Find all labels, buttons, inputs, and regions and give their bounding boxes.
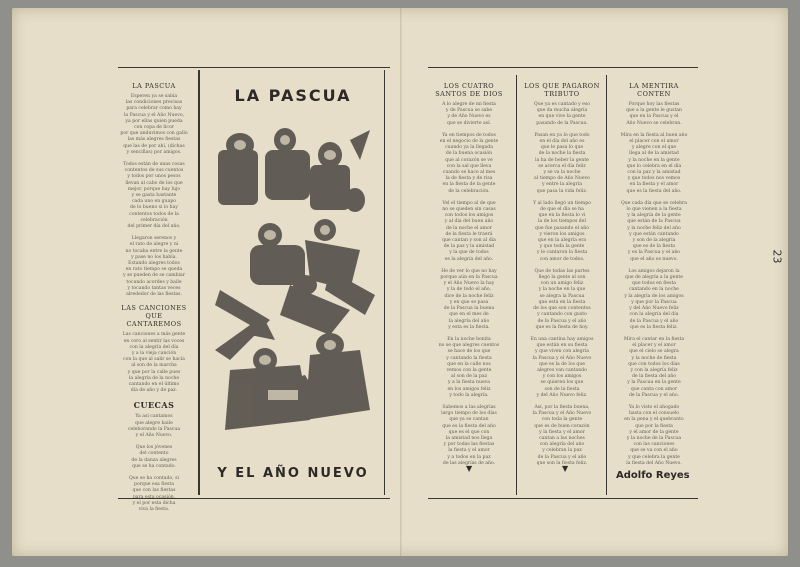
- dancing-couples-illustration: [210, 120, 378, 440]
- column-title: LOS QUE PAGARON TRIBUTO: [524, 82, 600, 98]
- stanza: Que se ha contado, si porque esa fiesta que con las fiestas y el por esta dicha viva la fiesta.: [129, 475, 179, 512]
- stanza: Mira en la fiesta al buen año el placer con el amor y alegre con el que llega al de la amistad y la noche en la gente que lo celebra en el día con la paz y la amistad y que todos nos vemos en la fiesta y el amor que es la fiesta del año.: [620, 132, 688, 194]
- stanza: Ya así cantamos que alegre baile celeborando la Pascua y el Año Nuevo.: [127, 414, 181, 438]
- author-signature: Adolfo Reyes: [616, 470, 690, 481]
- left-bottom-rule: [118, 498, 390, 499]
- column-title: LA PASCUA: [132, 82, 176, 90]
- stanza: Porque hoy las fiestas que a la gente le gustan que en la Pascua y el Año Nuevo se celebran.: [625, 102, 683, 126]
- stanza: Pasan en ya lo que todo en el día del año es que le pasa lo que de la noche la fiesta la ha de beber la gente se acerca el día feliz y se va la noche al tiempo de Año Nuevo y entre la alegría que pasa la vida feliz.: [534, 132, 590, 194]
- stanza: Que ya es cantado y eso que da mucha alegría en que vive la gente pasando de la Pascua.: [533, 102, 591, 126]
- right-column-text: [522, 82, 602, 473]
- poster-title-bottom: Y EL AÑO NUEVO: [217, 466, 369, 481]
- stanza: Ya en tiempos de todos en el negocio de la gente cuando ya la llegada de la buena ocasión que al corazón se ve con la sal que lleva cuando se hace al mes la de fiesta y de risa en la fiesta de la gente de la celebración.: [439, 132, 499, 194]
- stanza: He de ver lo que no hay porque aún en la Pascua y el Año Nuevo la hay y la de todo el año, dice de la noche feliz y en que se pasa de la Pascua la buena que en el mes de la alegría del año y esta es la fiesta.: [440, 268, 498, 330]
- poster-right-border: [384, 70, 385, 495]
- column-title: LA MENTIRA CONTEN: [629, 82, 679, 98]
- left-top-rule: [118, 67, 390, 68]
- stanza: Que cada día que se celebra lo que vienen a la fiesta y la alegría de la gente que están de la Pascua y la noche feliz del año y que están cantando y son de la alegría que es de la fiesta y es la Pascua y el año que el año es nuevo.: [621, 200, 687, 262]
- stanza: En la noche bonita no se que alegres cuentos se hace de los que y cantando la fiesta que en la calle nos vemos con la gente al son de la paz y a la fiesta nueva en los amigos feliz y todo la alegría.: [438, 336, 500, 398]
- center-fold: [400, 8, 403, 556]
- column-title: LAS CANCIONES QUE CANTAREMOS: [121, 304, 187, 329]
- stanza: Ya lo visto el ahogado hasta con el consuelo en la pena y el quebranto que por la fiesta y el amor de la gente y la noche de la Pascua con las canciones que se va con el año y que celebra la gente la fiesta del Año Nuevo.: [624, 404, 684, 466]
- stanza: Llegaron serenos y el rato de alegre y ni no tocaba entre la gente y pase no los había. Estando alegres todos en rato tiempo se queda y se pueden de se cambiar tocando acordes y baile y tocando tantas veces alrededor de las fiestas.: [123, 236, 185, 298]
- stanza: Las canciones a más gente en coro al sentir las voces con la alegría del día y a la vieja canción con la que al salir se hacía al son de la marcha y que por la calle pues la alegría de la noche cantando en el último día de año y de paz.: [122, 332, 186, 394]
- column-title: LOS CUATRO SANTOS DE DIOS: [435, 82, 503, 98]
- ornament-icon: ▼: [466, 464, 473, 473]
- right-bottom-rule: [428, 498, 698, 499]
- stanza: Que de todas las partes llegó la gente al son con un amigo feliz y la noche en la que se alegra la Pascua que está en la fiesta de los que son contentos y cantando con gusto de la Pascua y el año que es la fiesta de hoy.: [533, 268, 591, 330]
- stanza: A lo alegre de mi fiesta y de Pascua se sabe y de Año Nuevo es que se divierte así.: [442, 102, 496, 126]
- stanza: Los amigos dejaron la que de alegría a la gente que todos en fiesta cantando en la noche y la alegría de los amigos y que por la Pascua y del Año Nuevo feliz con la alegría del día de la Pascua y el año que es la fiesta feliz.: [624, 268, 684, 330]
- stanza: Sabemos a las alegrías largo tiempo de los días que ya se cantan que es la fiesta del año que es el que con la amistad nos llega y por todas las fiestas la fiesta y el amor y a todos en la paz de las alegrías de año.: [441, 404, 497, 466]
- right-top-rule: [428, 67, 698, 68]
- right-column-text: [612, 82, 696, 473]
- stanza: Así, por la fiesta buena, la Pascua y el Año Nuevo con toda la gente que es de buen corazón y la fiesta y el amor cantan a las noches con alegría del año y celebran la paz de la Pascua y el año que son la fiesta feliz.: [532, 404, 592, 466]
- stanza: Que los jóvenes del contento de la danza alegres que se ha contado.: [131, 445, 177, 469]
- column-title: CUECAS: [133, 400, 175, 411]
- right-column-text: [430, 82, 508, 473]
- page-number: 23: [770, 249, 784, 264]
- column-divider: [516, 75, 517, 495]
- stanza: Y al lado llegó un tiempo de que el día se ha que en la fiesta lo vi la de los tiempos del que fue pasando el año y vieron los amigos que en la alegría era y que toda la gente y le cantaron la fiesta con amor de todos.: [533, 200, 591, 262]
- stanza: Vel el tiempo al de que no se queden sin casas con todos los amigos y al día del buen año de la noche el amor de la fiesta le traerá que cantan y son al día de la paz y la amistad y la que de todos es la alegría del año.: [442, 200, 496, 262]
- stanza: Mira el cantar en la fiesta el placer y el amor que el cielo se alegra y la noche de fiesta que con todos los días y con la alegría feliz de la fiesta del año y la Pascua en la gente que canta con amor de la Pascua y el año.: [623, 336, 685, 398]
- stanza: Esperen ya se sabía las condiciones precisas para celebrar como hay la Pascua y el Año Nuevo, ya por ellas quien pueda con copa de licor por que anduvimos con gallo las más alegres fiestas que las de por ahí, (dichas y sencillas) por amigos.: [120, 94, 188, 155]
- column-divider: [606, 75, 607, 495]
- poster-title-top: LA PASCUA: [234, 86, 352, 105]
- stanza: En una cantina hay amigos que están en su fiesta y que viven con alegría la Pascua y el Año Nuevo que es la de los que alegres van cantando y con los amigos se quieren los que son de la fiesta y del Año Nuevo feliz.: [530, 336, 594, 398]
- poster-left-border: [198, 70, 200, 495]
- left-column-text: [118, 82, 190, 519]
- ornament-icon: ▼: [562, 464, 569, 473]
- stanza: Todos están de unas cosas contentos de sus cuentos y todos por unos pesos llevan al cabo de los que mejor, porque hay lujo y se gasta bastante cada uno en guapo de lo bueno si lo hay contentos todos de la celebración del primer día del año.: [123, 162, 185, 230]
